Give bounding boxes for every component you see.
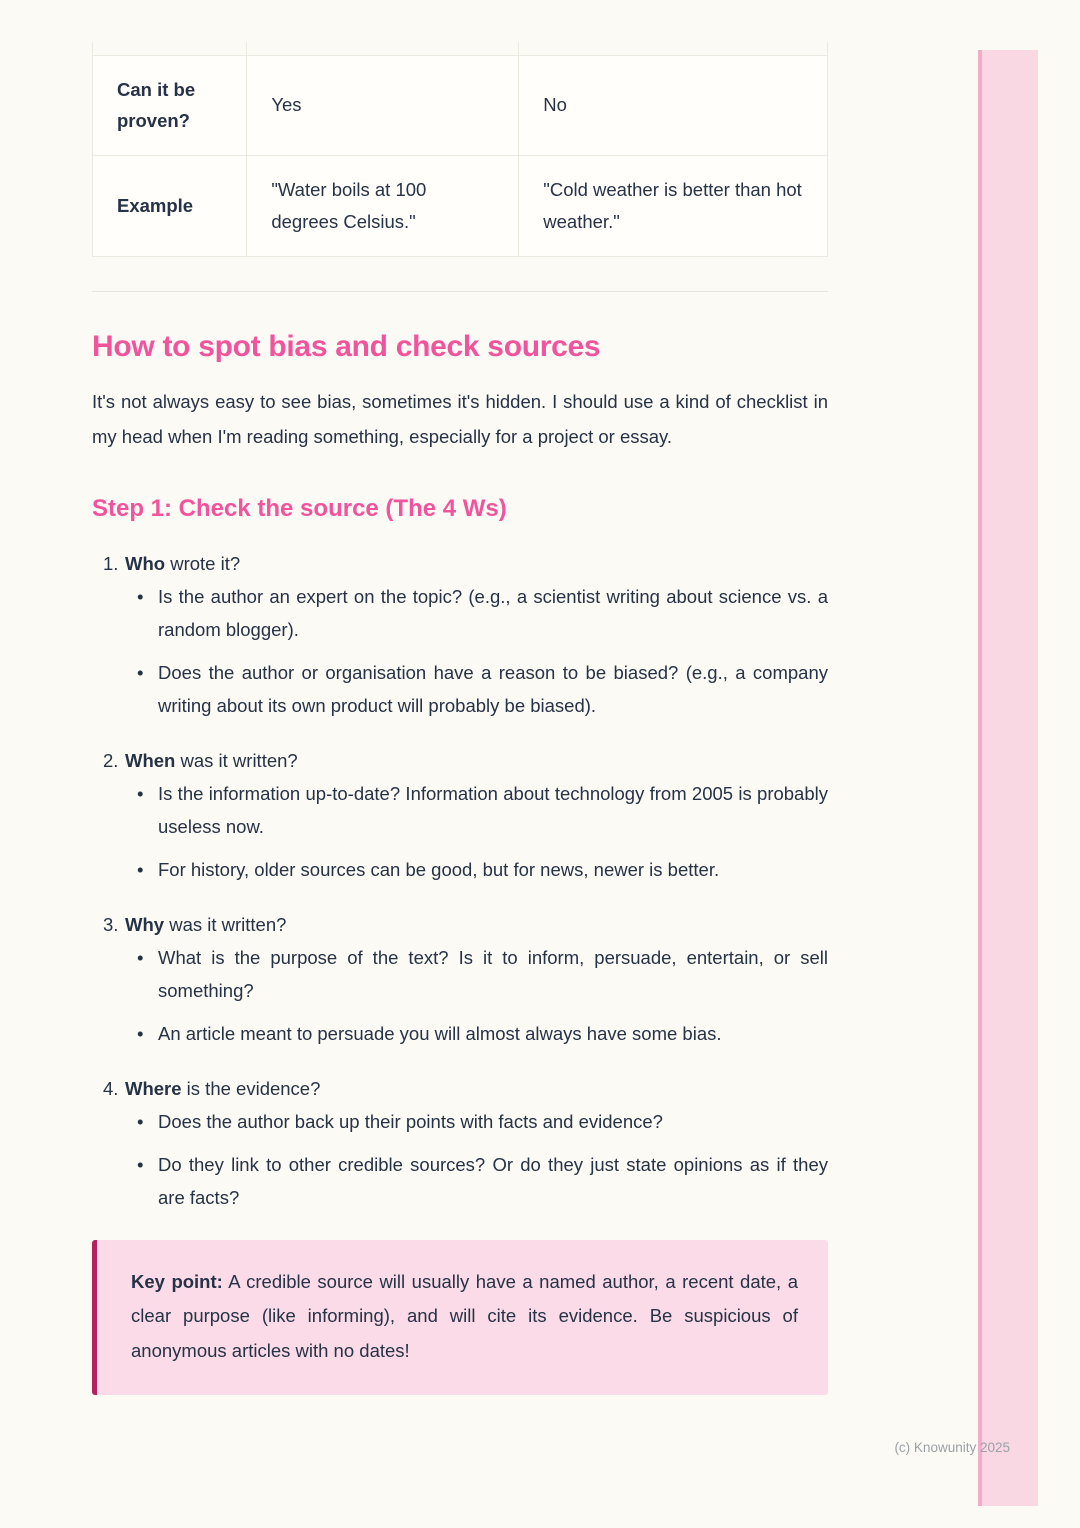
bullet-marker: [137, 1148, 158, 1214]
bullet-item: [125, 1017, 828, 1050]
bullet-text: Do they link to other credible sources? Or do they just state opinions as if they are facts?: [158, 1153, 828, 1208]
checklist-item-why: [92, 908, 828, 1050]
copyright-watermark: (c) Knowunity 2025: [894, 1440, 1010, 1455]
bullet-text: Does the author or organisation have a reason to be biased? (e.g., a company writing about its own product will probably be biased).: [158, 661, 828, 716]
checklist-item-when: [92, 744, 828, 886]
key-point-label: Key point:: [131, 1270, 223, 1292]
intro-paragraph: It's not always easy to see bias, sometimes it's hidden. I should use a kind of checklist in my head when I'm reading something, especially for a project or essay.: [92, 390, 828, 448]
bullet-text: Is the information up-to-date? Information about technology from 2005 is probably useless now.: [158, 782, 828, 837]
bullet-marker: [137, 853, 158, 886]
bullet-item: [125, 941, 828, 1007]
bullet-marker: [137, 1017, 158, 1050]
table-cell-opinion-example: "Cold weather is better than hot weather.": [519, 156, 828, 257]
bullet-text: Does the author back up their points with facts and evidence?: [158, 1110, 663, 1132]
table-cell-fact-proven: Yes: [247, 55, 519, 156]
checklist-question: Where is the evidence?: [125, 1077, 321, 1099]
step-heading: Step 1: Check the source (The 4 Ws): [92, 494, 507, 522]
row-header-proven: Can it be proven?: [93, 55, 247, 156]
bullet-text: Is the author an expert on the topic? (e.g., a scientist writing about science vs. a random blogger).: [158, 585, 828, 640]
section-divider: [92, 291, 828, 292]
checklist-question: When was it written?: [125, 749, 298, 771]
bullet-marker: [137, 1105, 158, 1138]
bullet-marker: [137, 941, 158, 1007]
row-header-example: Example: [93, 156, 247, 257]
page-edge-accent-strip: [978, 50, 1038, 1506]
table-cell: [247, 42, 519, 55]
list-item-body: [125, 744, 828, 886]
sub-bullets: [125, 1105, 828, 1214]
list-item-body: [125, 908, 828, 1050]
table-row-cutoff: [93, 42, 828, 55]
key-point-text: A credible source will usually have a named author, a recent date, a clear purpose (like informing), and will cite its evidence. Be suspicious of anonymous articles with no dates!: [131, 1270, 798, 1361]
bullet-item: [125, 580, 828, 646]
table-row-proven: [93, 55, 828, 156]
bullet-item: [125, 1105, 828, 1138]
table-cell: [93, 42, 247, 55]
four-ws-checklist: [92, 547, 828, 1214]
list-number: 3.: [103, 913, 119, 935]
checklist-item-where: [92, 1072, 828, 1214]
table-row-example: [93, 156, 828, 257]
bullet-text: An article meant to persuade you will almost always have some bias.: [158, 1022, 722, 1044]
table-cell-opinion-proven: No: [519, 55, 828, 156]
bullet-item: [125, 656, 828, 722]
list-item-body: [125, 547, 828, 722]
fact-vs-opinion-table: [92, 42, 828, 257]
bullet-marker: [137, 777, 158, 843]
checklist-question: Who wrote it?: [125, 552, 241, 574]
sub-bullets: [125, 777, 828, 886]
table-cell: [519, 42, 828, 55]
bullet-marker: [137, 580, 158, 646]
bullet-marker: [137, 656, 158, 722]
list-number: 2.: [103, 749, 119, 771]
content-column: [92, 0, 828, 1395]
bullet-item: [125, 1148, 828, 1214]
bullet-item: [125, 853, 828, 886]
bullet-text: For history, older sources can be good, but for news, newer is better.: [158, 858, 720, 880]
bullet-item: [125, 777, 828, 843]
section-heading: How to spot bias and check sources: [92, 329, 601, 363]
checklist-item-who: [92, 547, 828, 722]
list-number: 4.: [103, 1077, 119, 1099]
list-number: 1.: [103, 552, 119, 574]
sub-bullets: [125, 580, 828, 722]
bullet-text: What is the purpose of the text? Is it to inform, persuade, entertain, or sell something?: [158, 946, 828, 1001]
list-item-body: [125, 1072, 828, 1214]
key-point-callout: [92, 1240, 828, 1395]
sub-bullets: [125, 941, 828, 1050]
table-cell-fact-example: "Water boils at 100 degrees Celsius.": [247, 156, 519, 257]
checklist-question: Why was it written?: [125, 913, 287, 935]
